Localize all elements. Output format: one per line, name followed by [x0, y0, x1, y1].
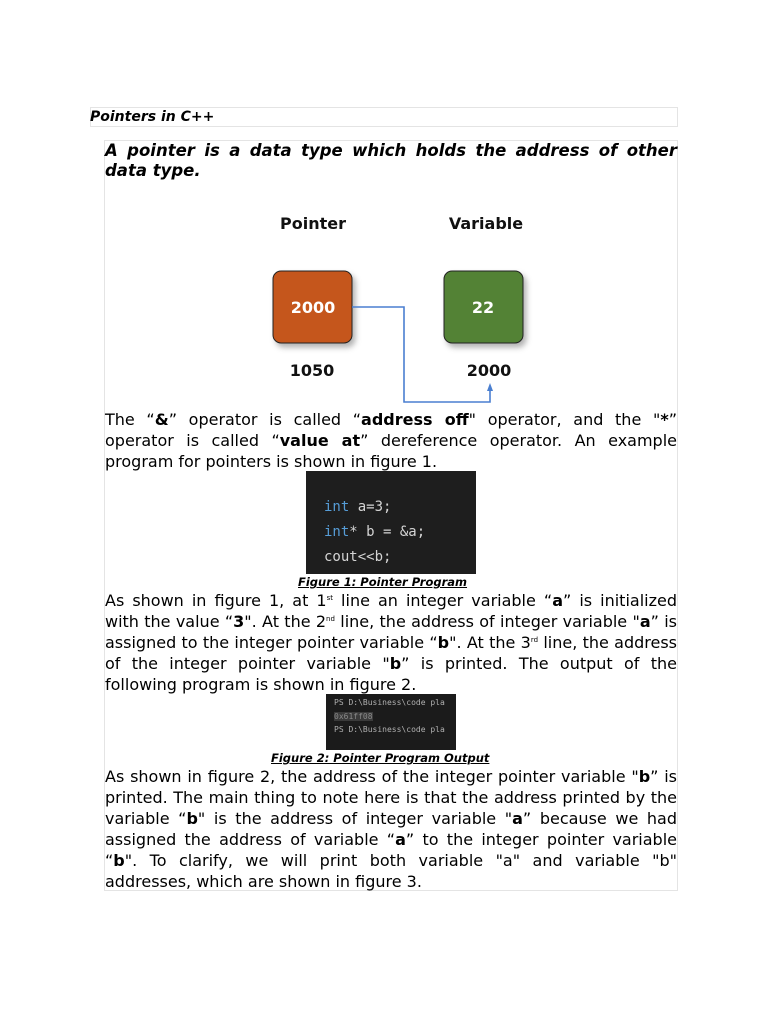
pointer-label: Pointer	[280, 214, 346, 233]
variable-value: 22	[471, 298, 495, 317]
terminal-line-3: PS D:\Business\code pla	[334, 725, 445, 734]
terminal-line-1: PS D:\Business\code pla	[334, 698, 445, 707]
pointer-address: 1050	[289, 361, 335, 380]
variable-label: Variable	[448, 214, 524, 233]
arrow-head	[487, 383, 493, 391]
paragraph-figure-1-explanation: As shown in figure 1, at 1st line an integer variable “a” is initialized with the value “3". At the 2nd line, the address of integer variable "a” is assigned to the integer pointer variable “b". At the 3rd line, the address of the integer pointer variable "b” is printed. The output of the following program is shown in figure 2.	[105, 591, 678, 694]
pointer-diagram	[262, 205, 542, 415]
paragraph-figure-2-explanation: As shown in figure 2, the address of the integer pointer variable "b” is printed. The main thing to note here is that the address printed by the variable “b" is the address of integer variable "a” because we had assigned the address of variable “a” to the integer pointer variable “b". To clarify, we will print both variable "a" and variable "b" addresses, which are shown in figure 3.	[105, 767, 678, 891]
terminal-screenshot	[326, 694, 456, 750]
code-line-2: int* b = &a;	[324, 524, 426, 540]
code-screenshot	[306, 471, 476, 574]
intro-definition: A pointer is a data type which holds the address of other data type.	[105, 141, 677, 180]
page-heading: Pointers in C++	[90, 109, 215, 125]
variable-address: 2000	[466, 361, 512, 380]
paragraph-operators: The “&” operator is called “address off" operator, and the "*” operator is called “value at” dereference operator. An example program for pointers is shown in figure 1.	[105, 410, 677, 471]
terminal-line-2: 0x61ff08	[334, 712, 373, 721]
figure-2-caption: Figure 2: Pointer Program Output	[271, 751, 490, 765]
figure-1-caption: Figure 1: Pointer Program	[298, 575, 468, 589]
code-line-3: cout<<b;	[324, 549, 392, 565]
pointer-value: 2000	[290, 298, 336, 317]
code-line-1: int a=3;	[324, 499, 392, 515]
